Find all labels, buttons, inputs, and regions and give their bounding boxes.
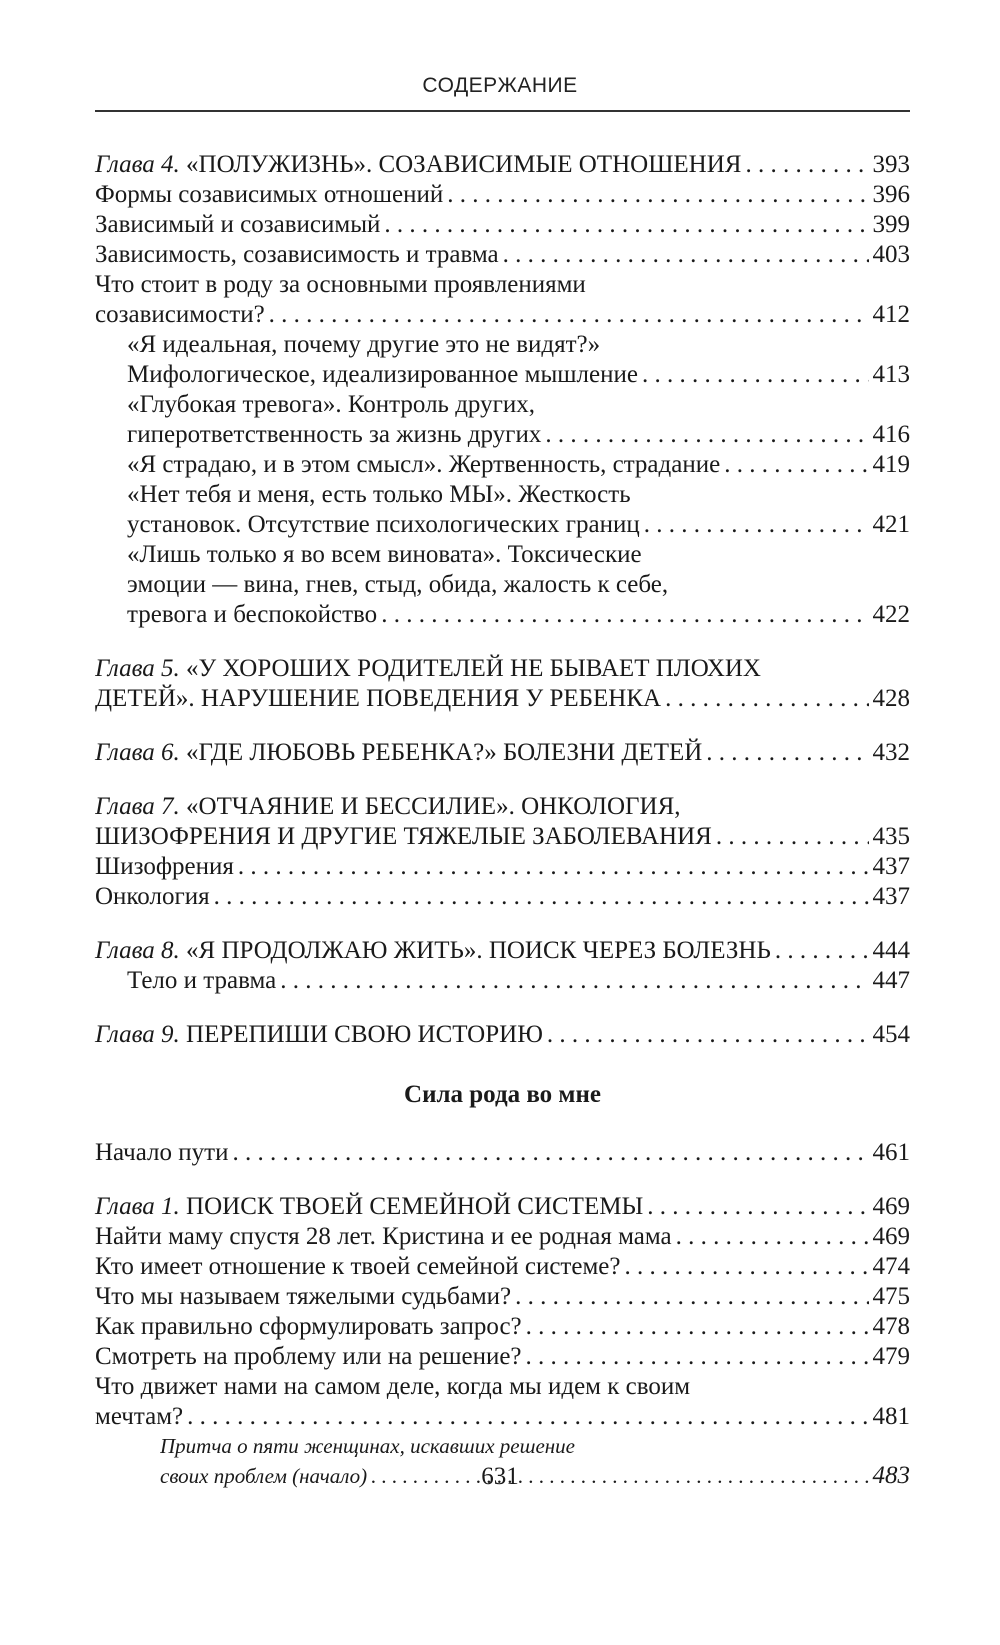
toc-entry-title: Смотреть на проблему или на решение? [95,1343,522,1370]
toc-entry[interactable] [95,1192,910,1222]
toc-entry[interactable] [95,540,910,630]
toc-entry-title: «Лишь только я во всем виновата». Токсические [127,541,642,568]
toc-entry-title: ШИЗОФРЕНИЯ И ДРУГИЕ ТЯЖЕЛЫЕ ЗАБОЛЕВАНИЯ [95,823,712,850]
dot-leader [526,1342,869,1372]
toc-entry-title: Зависимость, созависимость и травма [95,241,499,268]
toc-entry-title: созависимости? [95,301,265,328]
dot-leader [665,684,868,714]
toc-entry-title: Тело и травма [127,967,277,994]
toc-entry-title: «ГДЕ ЛЮБОВЬ РЕБЕНКА?» БОЛЕЗНИ ДЕТЕЙ [186,739,703,766]
toc-entry-title: «Нет тебя и меня, есть только МЫ». Жесткость [127,481,631,508]
toc-entry-line [95,738,910,768]
toc-entry-line [95,822,910,852]
dot-leader [642,360,869,390]
toc-entry-title: установок. Отсутствие психологических границ [127,511,640,538]
toc-entry[interactable] [95,210,910,240]
toc-entry-title: Онкология [95,883,210,910]
dot-leader [545,420,868,450]
toc-entry-line [95,1020,910,1050]
toc-entry[interactable] [95,1252,910,1282]
toc-entry-title: Кто имеет отношение к твоей семейной системе? [95,1253,621,1280]
toc-entry[interactable] [95,1138,910,1168]
chapter-label: Глава 4. [95,151,187,178]
toc-entry-line [95,300,910,330]
toc-entry-line [95,210,910,240]
toc-entry-title: Формы созависимых отношений [95,181,444,208]
toc-spacer [95,996,910,1020]
toc-spacer [95,912,910,936]
toc-page-number: 479 [872,1343,910,1370]
toc-page-number: 432 [872,739,910,766]
dot-leader [187,1402,868,1432]
toc-entry-line [127,510,910,540]
dot-leader [503,240,869,270]
toc-entry-line [127,450,910,480]
toc-page-number: 481 [872,1403,910,1430]
toc-entry[interactable] [95,738,910,768]
toc-entry[interactable] [95,240,910,270]
toc-page-number: 393 [872,151,910,178]
toc-entry-title: ПОИСК ТВОЕЙ СЕМЕЙНОЙ СИСТЕМЫ [186,1193,644,1220]
toc-entry-line [95,270,910,300]
toc-page-number: 475 [872,1283,910,1310]
toc-entry-line [127,360,910,390]
toc-entry[interactable] [95,1372,910,1432]
dot-leader [214,882,869,912]
toc-entry-title: Что стоит в роду за основными проявлениями [95,271,586,298]
toc-page-number: 437 [872,853,910,880]
toc-entry-title: Притча о пяти женщинах, искавших решение [160,1434,576,1458]
toc-entry-line [95,1282,910,1312]
running-title: СОДЕРЖАНИЕ [422,74,578,97]
page-number: 631 [481,1463,519,1490]
toc-page-number: 422 [872,601,910,628]
toc-entry[interactable] [95,654,910,714]
dot-leader [676,1222,869,1252]
toc-entry-line [95,240,910,270]
toc-entry-title: Что движет нами на самом деле, когда мы идем к своим [95,1373,691,1400]
table-of-contents [95,150,910,1491]
toc-entry-line [95,150,910,180]
toc-entry-line [95,1342,910,1372]
toc-entry[interactable] [95,1222,910,1252]
toc-entry[interactable] [95,1342,910,1372]
dot-leader [515,1282,868,1312]
toc-entry-line [127,480,910,510]
toc-entry-title: «ОТЧАЯНИЕ И БЕССИЛИЕ». ОНКОЛОГИЯ, [186,793,681,820]
dot-leader [238,852,869,882]
toc-page-number: 437 [872,883,910,910]
chapter-label: Глава 8. [95,937,187,964]
toc-entry-line [95,654,910,684]
dot-leader [644,510,869,540]
toc-entry-line [127,600,910,630]
toc-spacer [95,768,910,792]
toc-page-number: 478 [872,1313,910,1340]
header-rule [95,110,910,112]
toc-page-number: 416 [872,421,910,448]
toc-entry-title: ДЕТЕЙ». НАРУШЕНИЕ ПОВЕДЕНИЯ У РЕБЕНКА [95,685,662,712]
toc-entry-line [95,1372,910,1402]
toc-page-number: 461 [872,1139,910,1166]
dot-leader [447,180,868,210]
toc-page-number: 419 [872,451,910,478]
toc-entry-title: «У ХОРОШИХ РОДИТЕЛЕЙ НЕ БЫВАЕТ ПЛОХИХ [186,655,761,682]
toc-spacer [95,714,910,738]
toc-entry[interactable] [95,852,910,882]
dot-leader [384,210,868,240]
toc-page-number: 413 [872,361,910,388]
toc-entry-title: «Я ПРОДОЛЖАЮ ЖИТЬ». ПОИСК ЧЕРЕЗ БОЛЕЗНЬ [186,937,771,964]
toc-entry-title: Что мы называем тяжелыми судьбами? [95,1283,512,1310]
toc-entry-line [95,1222,910,1252]
section-title: Сила рода во мне [404,1081,601,1108]
chapter-label: Глава 1. [95,1193,187,1220]
toc-entry-line [127,540,910,570]
dot-leader [724,450,868,480]
toc-entry[interactable] [95,450,910,480]
toc-page-number: 469 [872,1223,910,1250]
dot-leader [706,738,868,768]
toc-page-number: 483 [872,1462,910,1489]
toc-entry[interactable] [95,270,910,330]
toc-page-number: 396 [872,181,910,208]
toc-entry-line [95,1312,910,1342]
toc-page-number: 435 [872,823,910,850]
toc-spacer [95,1168,910,1192]
toc-entry[interactable] [95,792,910,852]
toc-entry-title: Шизофрения [95,853,234,880]
toc-entry-line [127,966,910,996]
toc-part-1 [95,150,910,1050]
dot-leader [280,966,868,996]
toc-entry-line [95,684,910,714]
toc-entry-title: тревога и беспокойство [127,601,378,628]
toc-entry-title: «Я страдаю, и в этом смысл». Жертвенность, страдание [127,451,721,478]
toc-entry-title: Как правильно сформулировать запрос? [95,1313,522,1340]
toc-entry[interactable] [95,180,910,210]
dot-leader [624,1252,868,1282]
dot-leader [232,1138,868,1168]
toc-page-number: 447 [872,967,910,994]
toc-entry[interactable] [95,330,910,390]
toc-entry[interactable] [95,150,910,180]
toc-entry-line [127,330,910,360]
toc-entry-line [127,420,910,450]
toc-part-2 [95,1138,910,1491]
toc-entry-line [95,1138,910,1168]
toc-entry[interactable] [95,882,910,912]
toc-entry-title: своих проблем (начало) [160,1464,368,1488]
toc-page-number: 428 [872,685,910,712]
toc-entry[interactable] [95,936,910,966]
toc-page-number: 444 [872,937,910,964]
chapter-label: Глава 9. [95,1021,187,1048]
toc-entry-title: Зависимый и созависимый [95,211,381,238]
dot-leader [716,822,869,852]
chapter-label: Глава 6. [95,739,187,766]
toc-entry-line [95,1402,910,1432]
dot-leader [526,1312,869,1342]
toc-entry-line [95,180,910,210]
toc-page-number: 399 [872,211,910,238]
toc-entry-title: гиперответственность за жизнь других [127,421,542,448]
dot-leader [547,1020,869,1050]
toc-entry[interactable] [95,480,910,540]
toc-page-number: 421 [872,511,910,538]
toc-entry-line [95,1192,910,1222]
toc-entry-title: «ПОЛУЖИЗНЬ». СОЗАВИСИМЫЕ ОТНОШЕНИЯ [186,151,742,178]
toc-page-number: 474 [872,1253,910,1280]
toc-entry-title: ПЕРЕПИШИ СВОЮ ИСТОРИЮ [186,1021,543,1048]
toc-page-number: 454 [872,1021,910,1048]
toc-page-number: 403 [872,241,910,268]
toc-page-number: 412 [872,301,910,328]
toc-entry[interactable] [95,966,910,996]
dot-leader [381,600,868,630]
toc-entry[interactable] [95,1312,910,1342]
toc-page-number: 469 [872,1193,910,1220]
toc-entry-line [95,792,910,822]
toc-entry-line [95,852,910,882]
toc-entry[interactable] [95,1020,910,1050]
toc-spacer [95,630,910,654]
dot-leader [775,936,869,966]
toc-entry-title: Начало пути [95,1139,229,1166]
toc-entry-line [127,570,910,600]
dot-leader [745,150,868,180]
dot-leader [647,1192,868,1222]
chapter-label: Глава 7. [95,793,187,820]
toc-entry-title: «Я идеальная, почему другие это не видят?» [127,331,601,358]
toc-entry-title: мечтам? [95,1403,184,1430]
chapter-label: Глава 5. [95,655,187,682]
toc-entry-title: Мифологическое, идеализированное мышление [127,361,638,388]
toc-entry-line [95,882,910,912]
toc-entry[interactable] [95,390,910,450]
toc-entry-title: эмоции — вина, гнев, стыд, обида, жалость к себе, [127,571,669,598]
toc-entry-line [95,936,910,966]
dot-leader [269,300,869,330]
toc-entry-line [127,390,910,420]
toc-entry-title: Найти маму спустя 28 лет. Кристина и ее родная мама [95,1223,672,1250]
toc-entry-line [160,1432,910,1461]
toc-entry-line [95,1252,910,1282]
toc-entry[interactable] [95,1282,910,1312]
toc-entry-title: «Глубокая тревога». Контроль других, [127,391,535,418]
